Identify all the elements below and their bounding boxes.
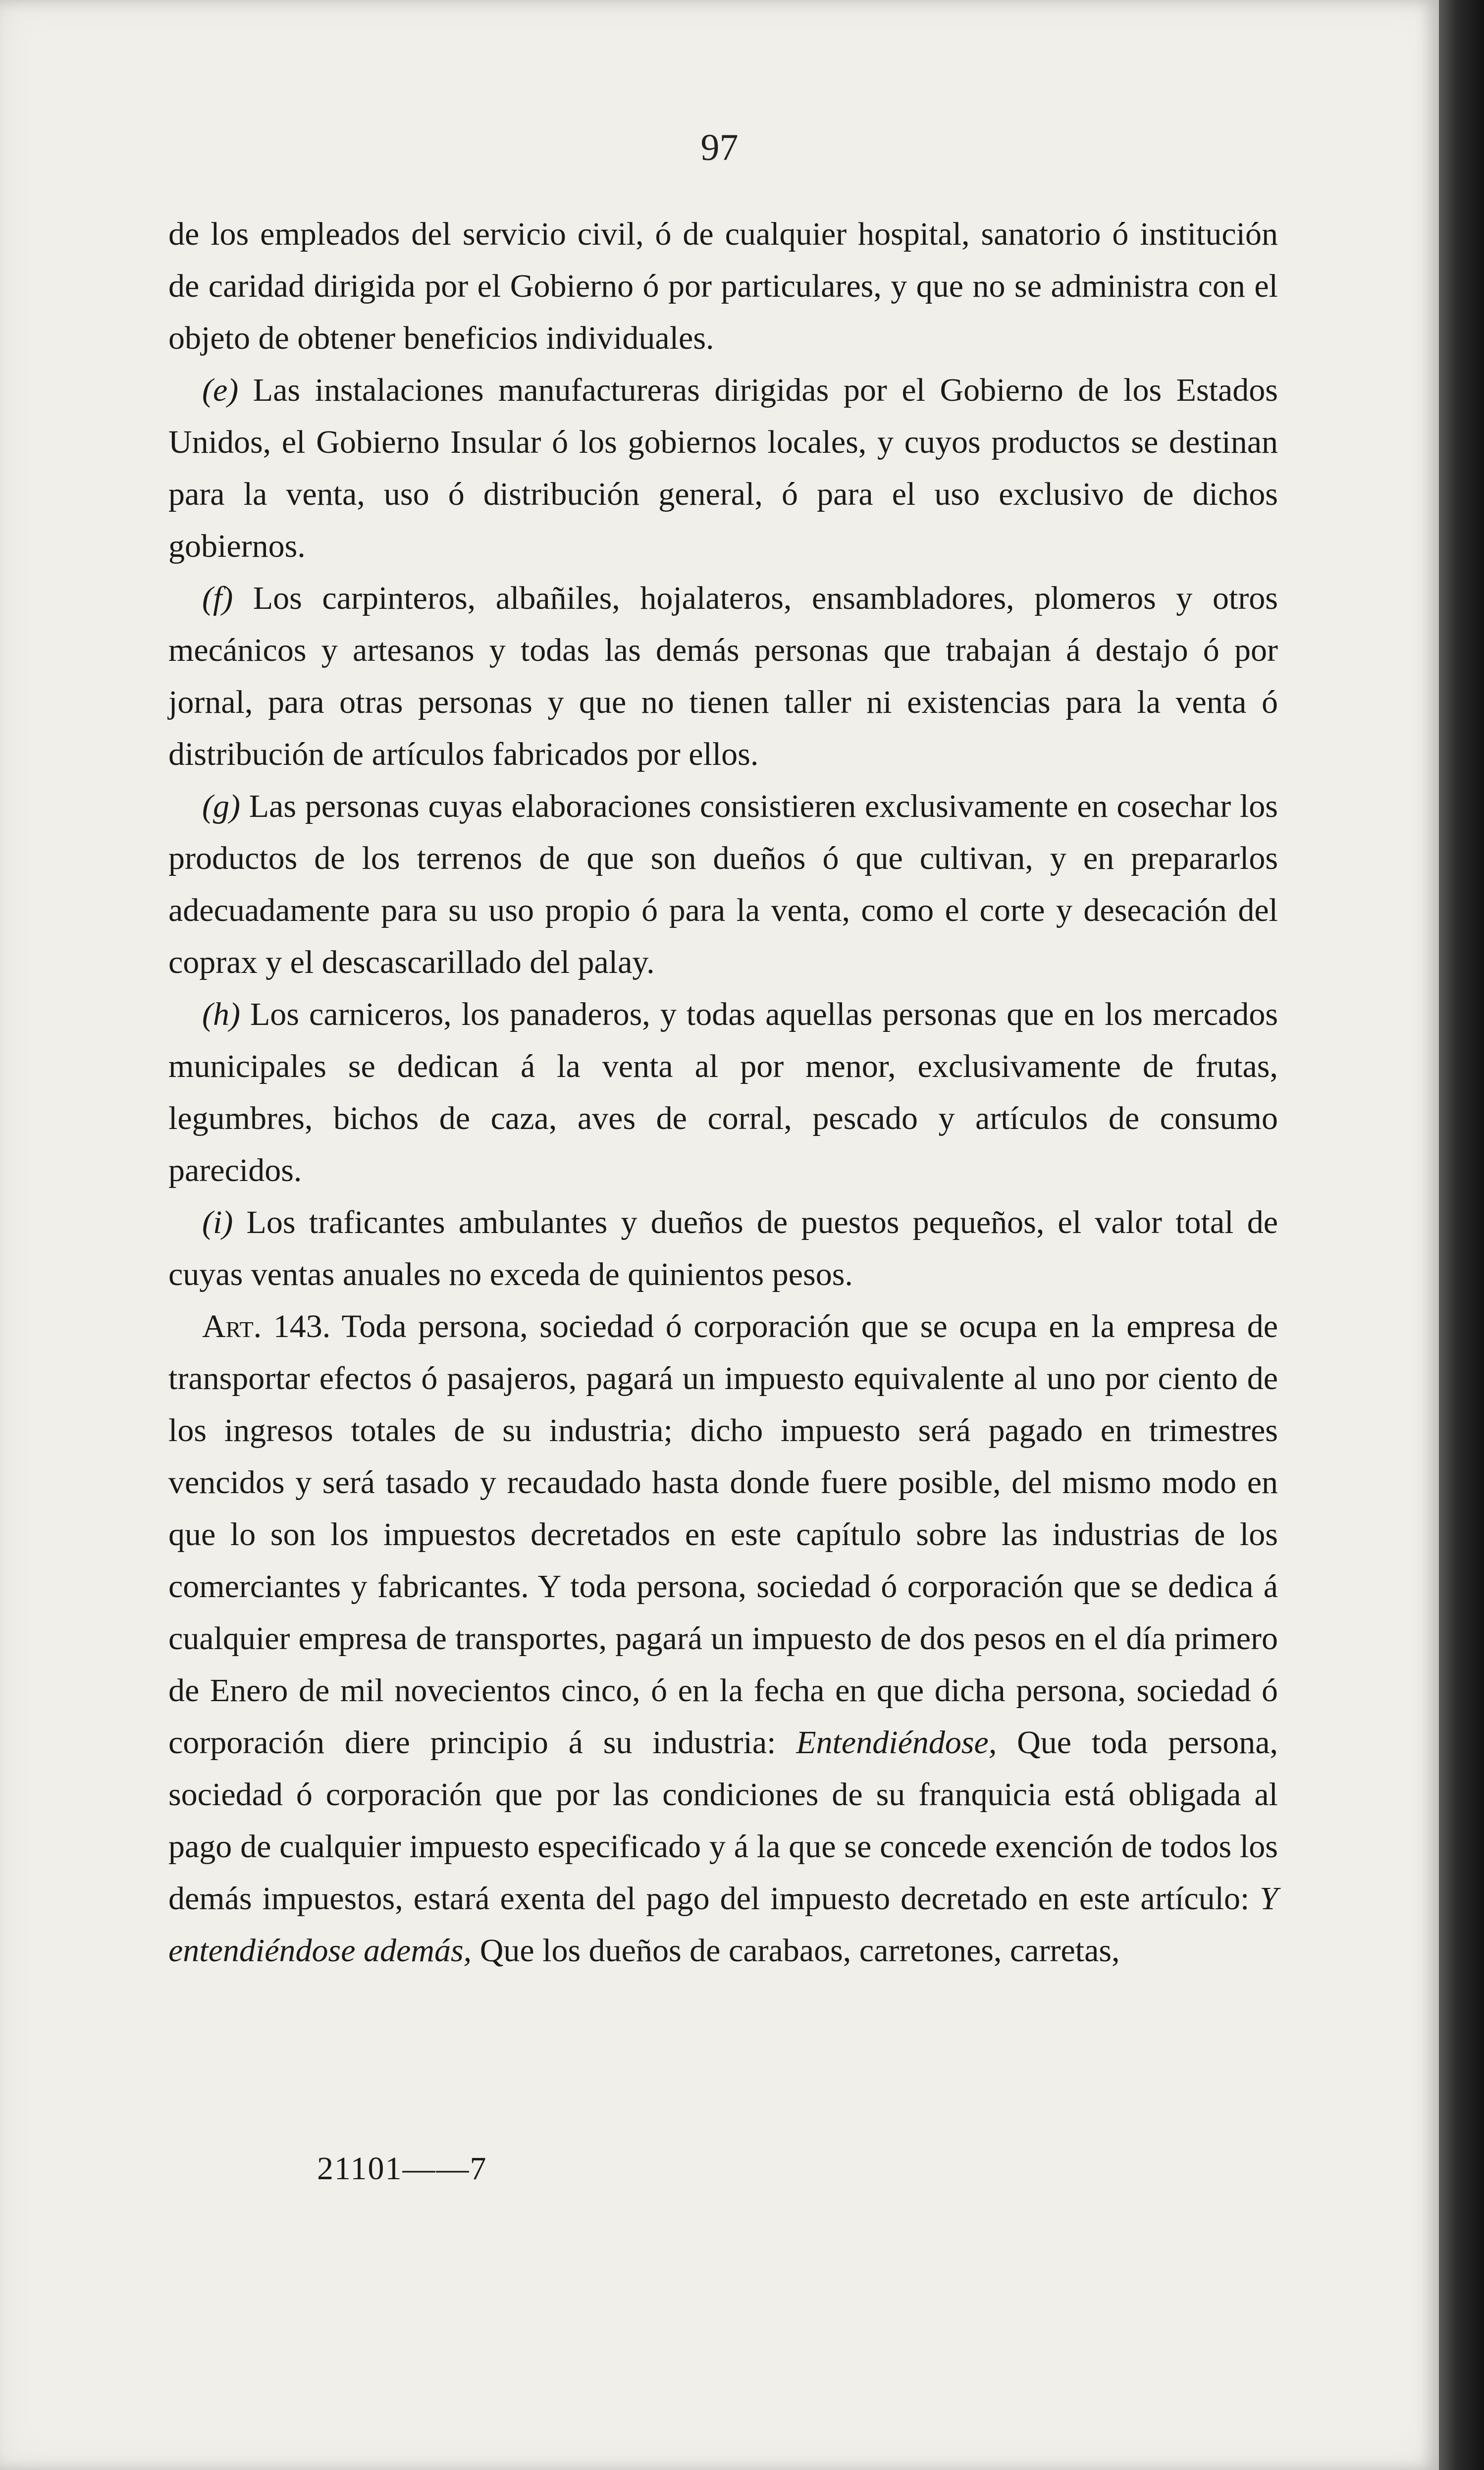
printer-signature: 21101——7 (317, 2150, 487, 2187)
paragraph-continuation (168, 208, 1278, 364)
binding-edge (1439, 0, 1484, 2470)
clause-text: Las personas cuyas elaboraciones consistieren exclusivamente en cosechar los productos de los terrenos de que son dueños ó que cultivan, y en prepararlos adecuadamente para su uso propio ó para la venta, como el corte y desecación del coprax y el descascarillado del palay. (168, 788, 1278, 980)
clause-text: Los carniceros, los panaderos, y todas aquellas personas que en los mercados municipales se dedican á la venta al por menor, exclusivamente de frutas, legumbres, bichos de caza, aves de corral, pescado y artículos de consumo parecidos. (168, 996, 1278, 1188)
clause-f (168, 572, 1278, 780)
article-heading: Art. 143. (202, 1308, 331, 1344)
clause-text: Los traficantes ambulantes y dueños de puestos pequeños, el valor total de cuyas ventas anuales no exceda de quinientos pesos. (168, 1204, 1278, 1292)
clause-label: (e) (202, 372, 239, 408)
article-143 (168, 1300, 1278, 1977)
article-proviso: Y entendiéndose además, (168, 1880, 1278, 1969)
body-text (168, 208, 1278, 1977)
clause-label: (h) (202, 996, 240, 1032)
paragraph-text: de los empleados del servicio civil, ó de cualquier hospital, sanatorio ó institución de caridad dirigida por el Gobierno ó por particulares, y que no se administra con el objeto de obtener beneficios individuales. (168, 216, 1278, 356)
clause-text: Las instalaciones manufactureras dirigidas por el Gobierno de los Estados Unidos, el Gobierno Insular ó los gobiernos locales, y cuyos productos se destinan para la venta, uso ó distribución general, ó para el uso exclusivo de dichos gobiernos. (168, 372, 1278, 564)
clause-h (168, 988, 1278, 1196)
article-text: Que los dueños de carabaos, carretones, carretas, (472, 1933, 1120, 1969)
clause-label: (i) (202, 1204, 233, 1240)
article-text: Toda persona, sociedad ó corporación que se ocupa en la empresa de transportar efectos ó pasajeros, pagará un impuesto equivalente al uno por ciento de los ingresos totales de su industria; dicho impuesto será pagado en trimestres vencidos y será tasado y recaudado hasta donde fuere posible, del mismo modo en que lo son los impuestos decretados en este capítulo sobre las industrias de los comerciantes y fabricantes. Y toda persona, sociedad ó corporación que se dedica á cualquier empresa de transportes, pagará un impuesto de dos pesos en el día primero de Enero de mil novecientos cinco, ó en la fecha en que dicha persona, sociedad ó corporación diere principio á su industria: (168, 1308, 1278, 1761)
page-number: 97 (700, 127, 739, 168)
clause-e (168, 364, 1278, 572)
article-text: Que toda persona, sociedad ó corporación que por las condiciones de su franquicia está obligada al pago de cualquier impuesto especificado y á la que se concede exención de todos los demás impuestos, estará exenta del pago del impuesto decretado en este artículo: (168, 1724, 1278, 1917)
article-proviso: Entendiéndose, (796, 1724, 997, 1761)
clause-g (168, 780, 1278, 988)
clause-label: (f) (202, 580, 233, 616)
clause-text: Los carpinteros, albañiles, hojalateros, ensambladores, plomeros y otros mecánicos y artesanos y todas las demás personas que trabajan á destajo ó por jornal, para otras personas y que no tienen taller ni existencias para la venta ó distribución de artículos fabricados por ellos. (168, 580, 1278, 772)
clause-label: (g) (202, 788, 240, 824)
clause-i (168, 1196, 1278, 1300)
